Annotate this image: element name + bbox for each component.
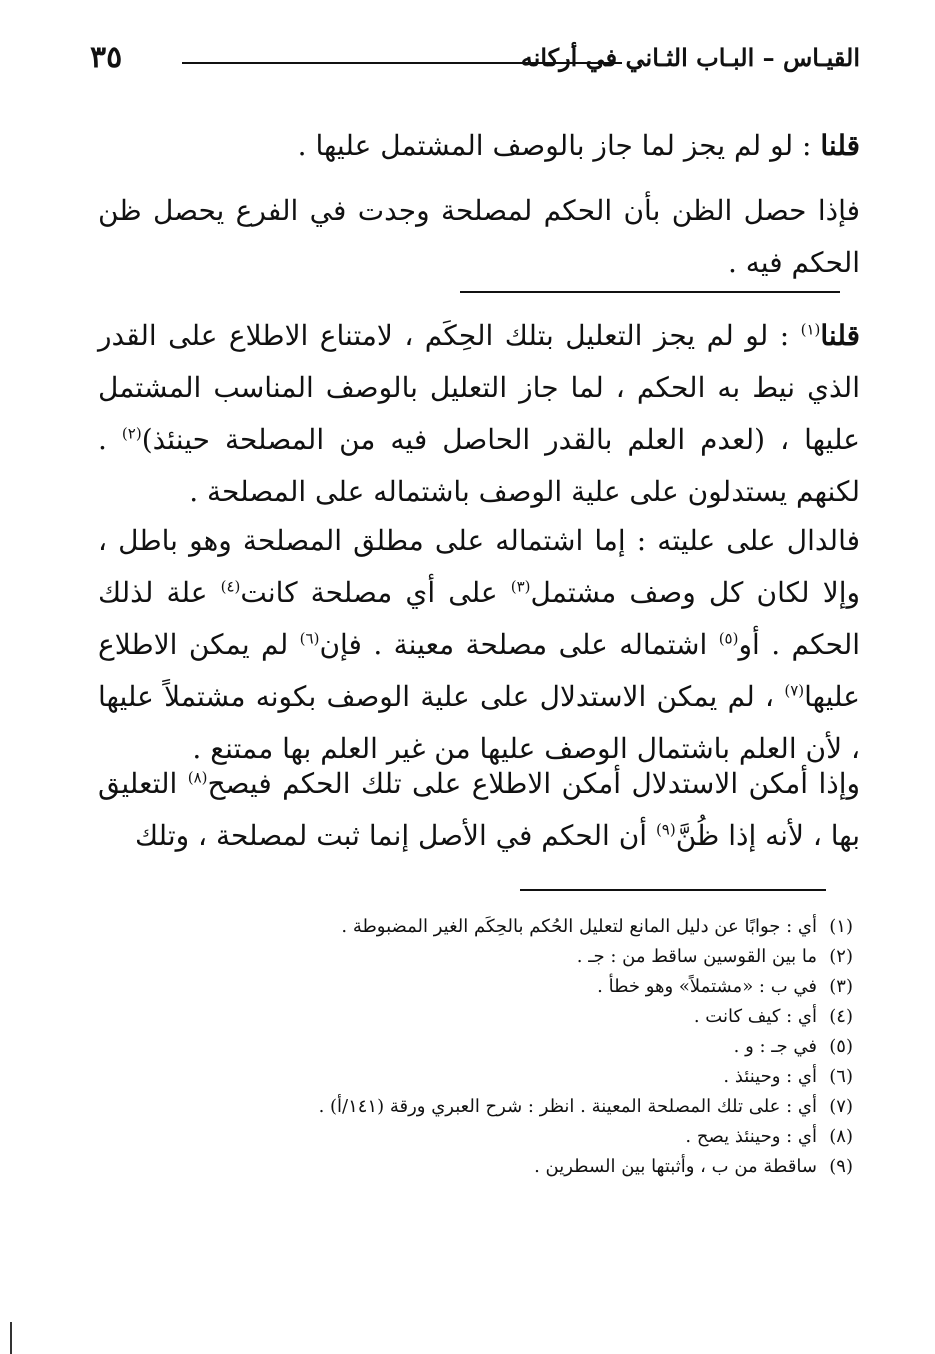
footnote-item	[93, 1152, 853, 1182]
footnote-ref-1[interactable]: (١)	[800, 320, 821, 339]
footnote-number: (١)	[829, 916, 853, 937]
footnote-number: (٦)	[829, 1066, 853, 1087]
footnote-item	[93, 1092, 853, 1122]
footnote-text: في جـ : و .	[733, 1036, 817, 1057]
footnote-text: ما بين القوسين ساقط من : جـ .	[576, 946, 817, 967]
paragraph-text: فالدال على عليته : إما اشتماله على مطلق المصلحة وهو باطل ، وإلا لكان كل وصف مشتمل	[98, 524, 860, 609]
paragraph-text: أن الحكم في الأصل إنما ثبت لمصلحة ، وتلك	[134, 819, 656, 852]
scan-edge-mark	[10, 1322, 12, 1354]
footnote-text: أي : وحينئذ .	[723, 1066, 817, 1087]
footnote-number: (٤)	[829, 1006, 853, 1027]
footnote-ref-6[interactable]: (٦)	[299, 629, 320, 648]
paragraph-1	[98, 120, 860, 172]
paragraph-lead-word: قلنا	[820, 129, 860, 162]
footnote-number: (٣)	[829, 976, 853, 997]
paragraph-text: لم يمكن الاطلاع عليها	[98, 628, 860, 713]
paragraph-text: وإذا أمكن الاستدلال أمكن الاطلاع على تلك الحكم فيصح	[207, 767, 860, 800]
footnotes-divider	[520, 889, 826, 891]
footnote-text: أي : جوابًا عن دليل المانع لتعليل الحُكم بالحِكَم الغير المضبوطة .	[341, 916, 817, 937]
footnote-text: ساقطة من ب ، وأثبتها بين السطرين .	[534, 1156, 817, 1177]
footnote-item	[93, 1002, 853, 1032]
footnote-number: (٢)	[829, 946, 853, 967]
footnote-item	[93, 1122, 853, 1152]
paragraph-text: ، لم يمكن الاستدلال على علية الوصف بكونه مشتملاً عليها ، لأن العلم باشتمال الوصف عليها من غير العلم بها ممتنع .	[98, 680, 860, 765]
footnotes-list	[93, 912, 853, 1182]
paragraph-5	[98, 758, 860, 862]
footnote-item	[93, 942, 853, 972]
paragraph-text: فإذا حصل الظن بأن الحكم لمصلحة وجدت في الفرع يحصل ظن الحكم فيه .	[98, 194, 860, 279]
footnote-number: (٧)	[829, 1096, 853, 1117]
footnote-item	[93, 912, 853, 942]
footnote-ref-9[interactable]: (٩)	[655, 820, 676, 839]
footnote-text: أي : على تلك المصلحة المعينة . انظر : شرح العبري ورقة (١٤١/أ) .	[318, 1096, 817, 1117]
footnote-text: أي : كيف كانت .	[693, 1006, 817, 1027]
footnote-number: (٨)	[829, 1126, 853, 1147]
paragraph-text: علة لذلك الحكم . أو	[98, 576, 861, 661]
footnote-item	[93, 972, 853, 1002]
footnote-number: (٥)	[829, 1036, 853, 1057]
footnote-item	[93, 1062, 853, 1092]
paragraph-text: . لكنهم يستدلون على علية الوصف باشتماله على المصلحة .	[98, 423, 860, 508]
footnote-ref-4[interactable]: (٤)	[220, 577, 241, 596]
footnote-number: (٩)	[829, 1156, 853, 1177]
paragraph-2	[98, 185, 860, 289]
footnote-ref-2[interactable]: (٢)	[121, 424, 142, 443]
paragraph-text: : لو لم يجز التعليل بتلك الحِكَم ، لامتناع الاطلاع على القدر الذي نيط به الحكم ، لما جاز التعليل بالوصف المناسب المشتمل عليها ، (لعدم العلم بالقدر الحاصل فيه من المصلحة حينئذ)	[98, 319, 860, 456]
section-divider	[460, 291, 840, 293]
footnote-ref-8[interactable]: (٨)	[187, 768, 208, 787]
footnote-text: في ب : «مشتملاً» وهو خطأ .	[597, 976, 817, 997]
paragraph-text: على أي مصلحة كانت	[240, 576, 511, 609]
footnote-ref-3[interactable]: (٣)	[510, 577, 531, 596]
paragraph-text: التعليق بها ، لأنه إذا ظُنَّ	[98, 767, 860, 852]
paragraph-text: اشتماله على مصلحة معينة . فإن	[319, 628, 719, 661]
running-title: القيـاس – البـاب الثـاني في أركانه	[520, 43, 860, 72]
paragraph-lead-word: قلنا	[820, 319, 860, 352]
page-number: ٣٥	[90, 40, 123, 75]
paragraph-text: : لو لم يجز لما جاز بالوصف المشتمل عليها .	[297, 129, 821, 162]
footnote-ref-5[interactable]: (٥)	[718, 629, 739, 648]
paragraph-4	[98, 515, 860, 775]
footnote-item	[93, 1032, 853, 1062]
page-header	[90, 38, 860, 78]
footnote-ref-7[interactable]: (٧)	[784, 681, 805, 700]
paragraph-3	[98, 310, 860, 518]
footnote-text: أي : وحينئذ يصح .	[685, 1126, 817, 1147]
